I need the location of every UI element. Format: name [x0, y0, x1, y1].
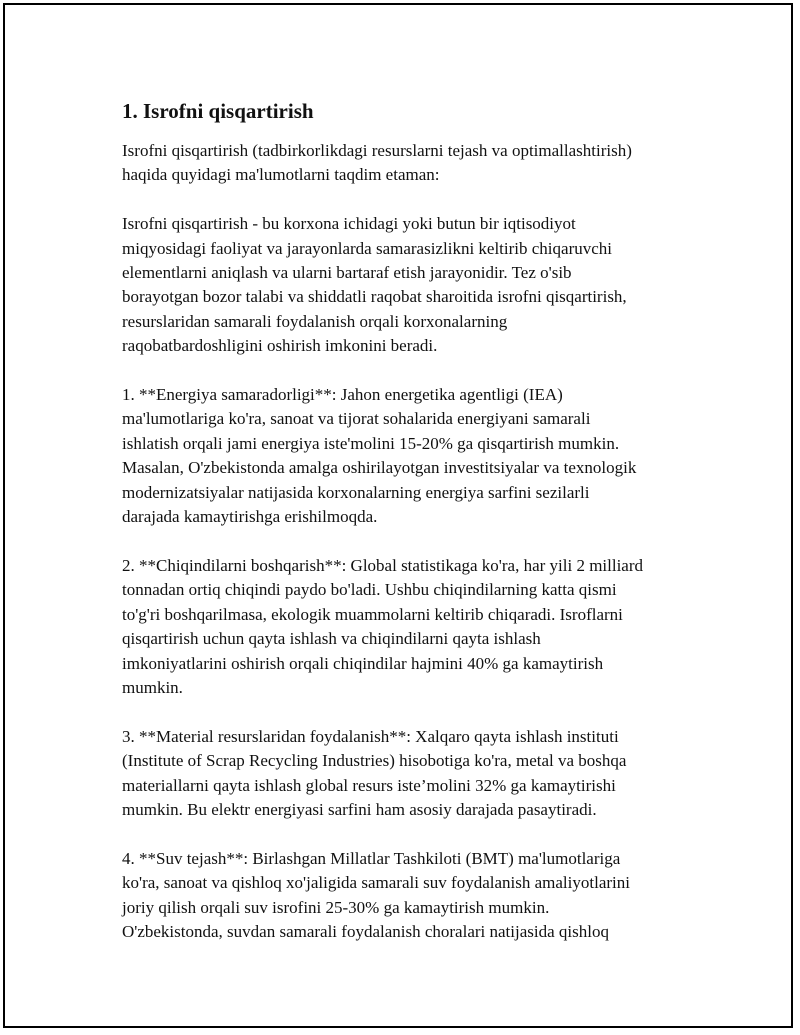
document-title: 1. Isrofni qisqartirish — [122, 99, 314, 123]
page-frame — [3, 3, 793, 1028]
document-content — [122, 97, 712, 944]
document-body: Isrofni qisqartirish (tadbirkorlikdagi resurslarni tejash va optimallashtirish) haqida quyidagi ma'lumotlarni taqdim etaman: Isrofni qisqartirish - bu korxona ichidagi yoki butun bir iqtisodiyot miqyosidagi faoliyat va jarayonlarda samarasizlikni keltirib chiqaruvchi elementlarni aniqlash va ularni bartaraf etish jarayonidir. Tez o'sib borayotgan bozor talabi va shiddatli raqobat sharoitida isrofni qisqartirish, resurslaridan samarali foydalanish orqali korxonalarning raqobatbardoshligini oshirish imkonini beradi. 1. **Energiya samaradorligi**: Jahon energetika agentligi (IEA) ma'lumotlariga ko'ra, sanoat va tijorat sohalarida energiyani samarali ishlatish orqali jami energiya iste'molini 15-20% ga qisqartirish mumkin. Masalan, O'zbekistonda amalga oshirilayotgan investitsiyalar va texnologik modernizatsiyalar natijasida korxonalarning energiya sarfini sezilarli darajada kamaytirishga erishilmoqda. 2. **Chiqindilarni boshqarish**: Global statistikaga ko'ra, har yili 2 milliard tonnadan ortiq chiqindi paydo bo'ladi. Ushbu chiqindilarning katta qismi to'g'ri boshqarilmasa, ekologik muammolarni keltirib chiqaradi. Isroflarni qisqartirish uchun qayta ishlash va chiqindilarni qayta ishlash imkoniyatlarini oshirish orqali chiqindilar hajmini 40% ga kamaytirish mumkin. 3. **Material resurslaridan foydalanish**: Xalqaro qayta ishlash instituti (Institute of Scrap Recycling Industries) hisobotiga ko'ra, metal va boshqa materiallarni qayta ishlash global resurs iste’molini 32% ga kamaytirishi mumkin. Bu elektr energiyasi sarfini ham asosiy darajada pasaytiradi. 4. **Suv tejash**: Birlashgan Millatlar Tashkiloti (BMT) ma'lumotlariga ko'ra, sanoat va qishloq xo'jaligida samarali suv foydalanish amaliyotlarini joriy qilish orqali suv isrofini 25-30% ga kamaytirish mumkin. O'zbekistonda, suvdan samarali foydalanish choralari natijasida qishloq — [122, 141, 644, 941]
